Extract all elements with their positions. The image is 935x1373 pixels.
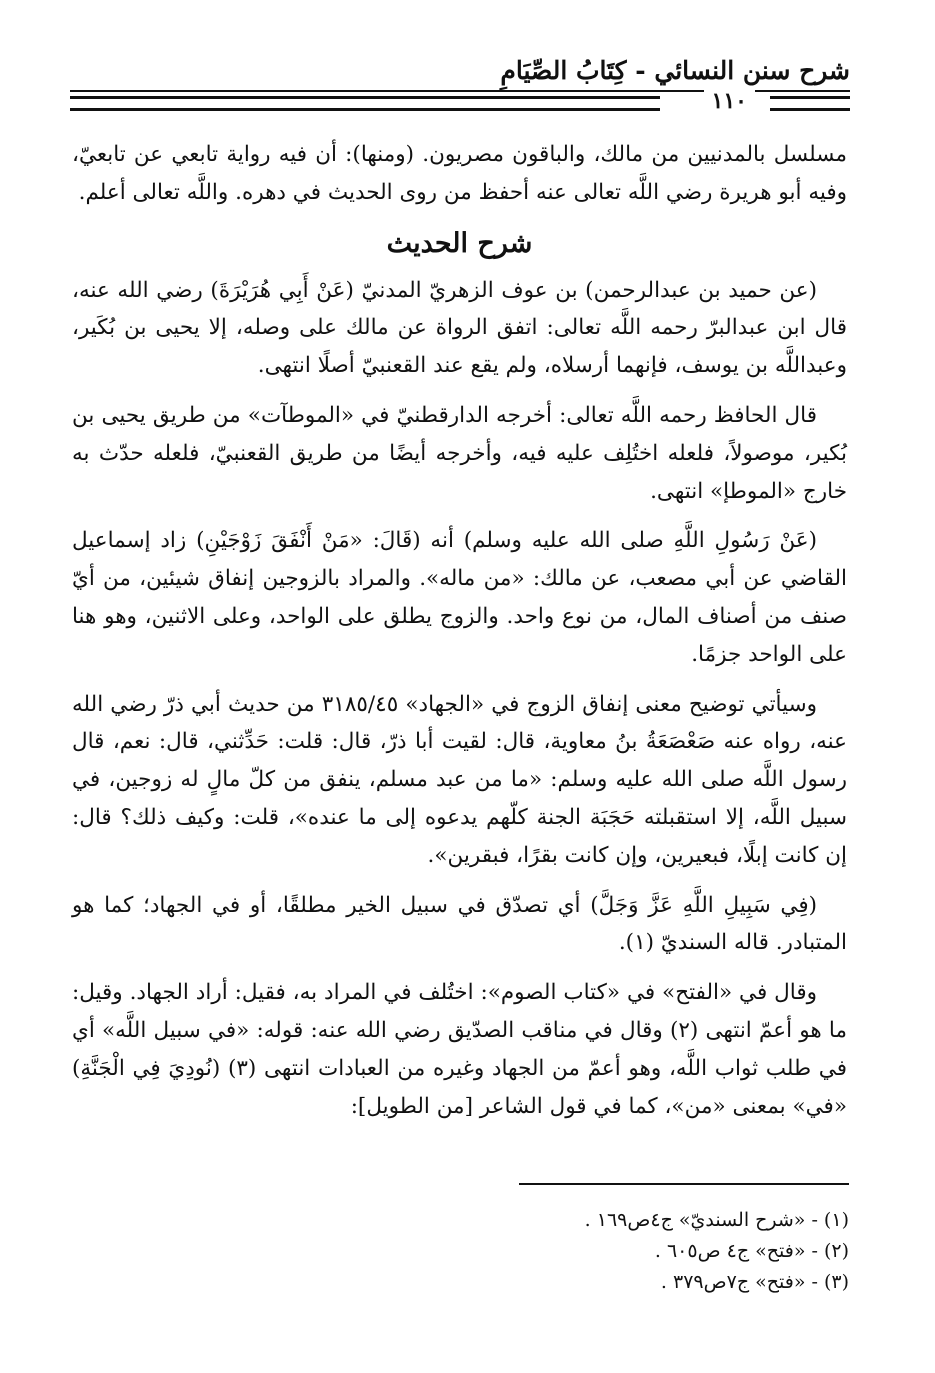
paragraph-6: (فِي سَبِيلِ اللَّهِ عَزَّ وَجَلَّ) أي تصدّق في سبيل الخير مطلقًا، أو في الجهاد؛ كما هو المتبادر. قاله السنديّ (١). [72,892,847,956]
main-text [72,136,847,1125]
section-heading: شرح الحديث [386,227,533,259]
paragraph-3: قال الحافظ رحمه اللَّه تعالى: أخرجه الدارقطنيّ في «الموطآت» من طريق يحيى بن بُكير، موصولاً، فلعله اختُلِف عليه فيه، وأخرجه أيضًا من طريق القعنبيّ، فلعله حدّث به خارج «الموطإ» انتهى. [72,402,847,504]
paragraph-2: (عن حميد بن عبدالرحمن) بن عوف الزهريّ المدنيّ (عَنْ أَبِي هُرَيْرَةَ) رضي الله عنه، قال ابن عبدالبرّ رحمه اللَّه تعالى: اتفق الرواة عن مالك على وصله، إلا يحيى بن بُكَير، وعبداللَّه بن يوسف، فإنهما أرسلاه، ولم يقع عند القعنبيّ أصلًا انتهى. [72,277,847,379]
footnote-2: (٢) - «فتح» ج٤ ص٦٠٥ . [654,1240,849,1262]
footnote-3: (٣) - «فتح» ج٧ص٣٧٩ . [660,1271,849,1293]
paragraph-1: مسلسل بالمدنيين من مالك، والباقون مصريون. (ومنها): أن فيه رواية تابعي عن تابعيّ، وفيه أبو هريرة رضي اللَّه تعالى عنه أحفظ من روى الحديث في دهره. واللَّه تعالى أعلم. [72,142,847,205]
footnotes [399,1205,849,1298]
paragraph-7: وقال في «الفتح» في «كتاب الصوم»: اختُلف في المراد به، فقيل: أراد الجهاد. وقيل: ما هو أعمّ انتهى (٢) وقال في مناقب الصدّيق رضي الله عنه: قوله: «في سبيل اللَّه» أي في طلب ثواب اللَّه، وهو أعمّ من الجهاد وغيره من العبادات انتهى (٣) (نُودِيَ فِي الْجَنَّةِ) «في» بمعنى «من»، كما في قول الشاعر [من الطويل]: [72,980,847,1119]
page-number-row [70,88,850,114]
footnote-1: (١) - «شرح السنديّ» ج٤ص١٦٩ . [584,1209,849,1231]
paragraph-5: وسيأتي توضيح معنى إنفاق الزوج في «الجهاد» ٣١٨٥/٤٥ من حديث أبي ذرّ رضي الله عنه، رواه عنه صَعْصَعَةُ بنُ معاوية، قال: لقيت أبا ذرّ، قال: قلت: حَدِّثني، قال: نعم، قال رسول اللَّه صلى الله عليه وسلم: «ما من عبد مسلم، ينفق من كلّ مالٍ له زوجين، في سبيل اللَّه، إلا استقبلته حَجَبَة الجنة كلّهم يدعوه إلى ما عنده»، قلت: وكيف ذلك؟ قال: إن كانت إبلًا، فبعيرين، وإن كانت بقرًا، فبقرين». [72,691,848,868]
double-rule-left [70,96,660,111]
page-header [70,52,850,92]
footnote-separator [519,1183,849,1185]
running-title: شرح سنن النسائي - كِتَابُ الصِّيَامِ [500,56,850,85]
paragraph-4: (عَنْ رَسُولِ اللَّهِ صلى الله عليه وسلم) أنه (قَالَ: «مَنْ أَنْفَقَ زَوْجَيْنِ) زاد إسماعيل القاضي عن أبي مصعب، عن مالك: «من ماله». والمراد بالزوجين إنفاق شيئين، من أيّ صنف من أصناف المال، من نوع واحد. والزوج يطلق على الواحد، وعلى الاثنين، وهو هنا على الواحد جزمًا. [72,528,847,667]
page-number: ١١٠ [704,88,755,114]
double-rule-right [770,96,850,111]
